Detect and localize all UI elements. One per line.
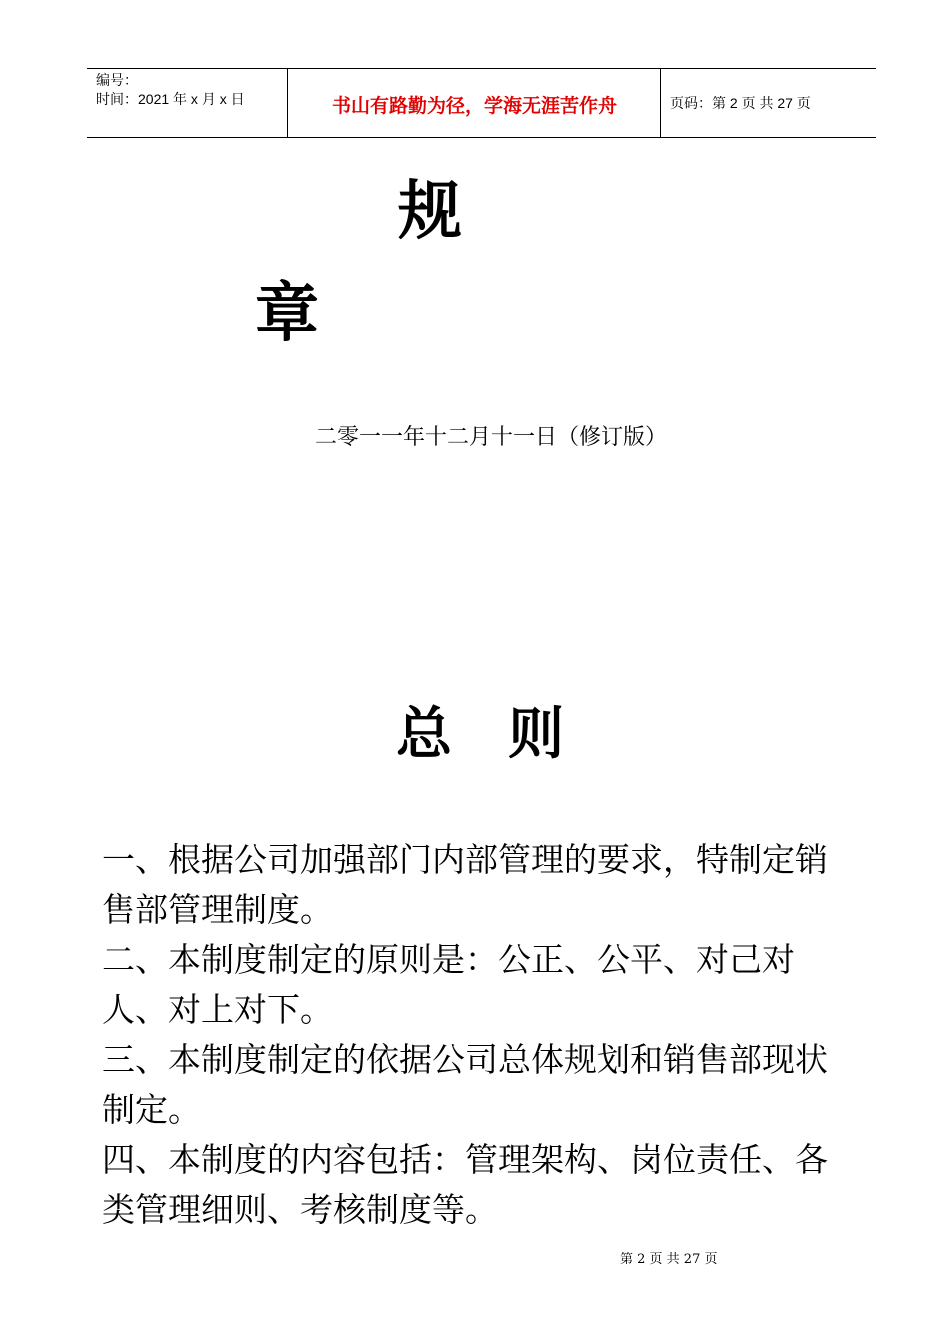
document-date: 二零一一年十二月十一日（修订版） (315, 425, 668, 450)
body-text (102, 835, 844, 1235)
paragraph: 二、本制度制定的原则是：公正、公平、对己对人、对上对下。 (102, 940, 795, 1029)
page-footer: 第 2 页 共 27 页 (620, 1252, 718, 1267)
header-meta (96, 71, 245, 109)
page-header (87, 68, 876, 138)
serial-label: 编号： (96, 72, 138, 88)
section-title-part: 总 (396, 701, 452, 767)
paragraph: 一、根据公司加强部门内部管理的要求，特制定销售部管理制度。 (102, 840, 828, 929)
paragraph: 三、本制度制定的依据公司总体规划和销售部现状制定。 (102, 1040, 828, 1129)
header-page-info: 页码：第 2 页 共 27 页 (670, 95, 811, 111)
time-label: 时间：2021 年 x 月 x 日 (96, 91, 245, 107)
title-char: 章 (255, 276, 319, 351)
title-char: 规 (398, 174, 462, 249)
section-title (396, 690, 564, 770)
section-title-part: 则 (508, 701, 564, 767)
paragraph: 四、本制度的内容包括：管理架构、岗位责任、各类管理细则、考核制度等。 (102, 1140, 828, 1229)
header-motto: 书山有路勤为径，学海无涯苦作舟 (331, 95, 617, 117)
